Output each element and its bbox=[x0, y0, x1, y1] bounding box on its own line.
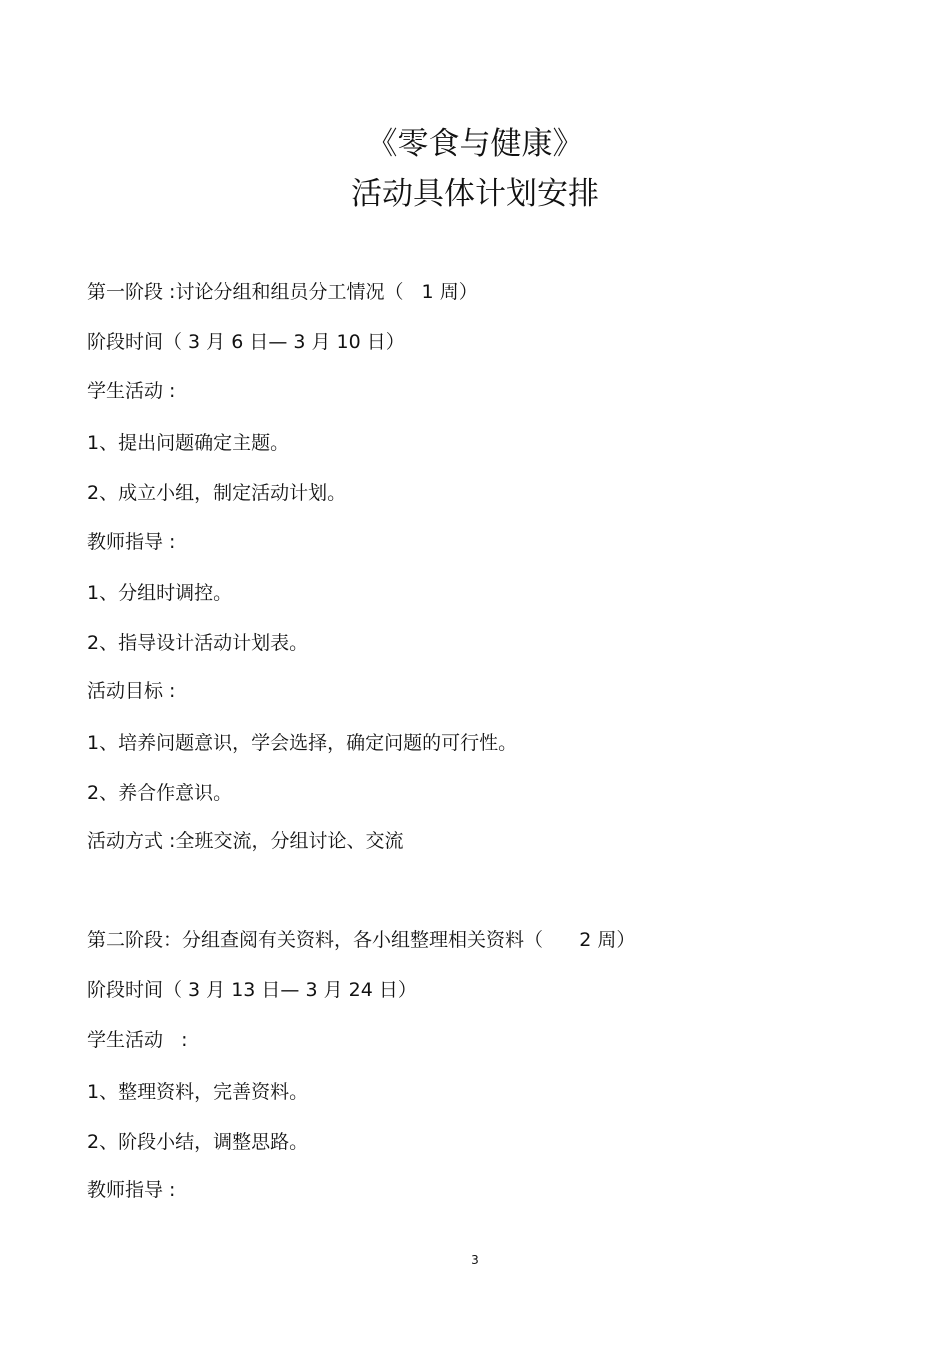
stage-1-teacher-guidance-label: 教师指导 : bbox=[87, 531, 176, 553]
stage-1-student-activity-item-1: 1、提出问题确定主题。 bbox=[87, 432, 290, 454]
stage-1-teacher-guidance-item-1: 1、分组时调控。 bbox=[87, 582, 233, 604]
stage-1-goal-label: 活动目标 : bbox=[87, 680, 176, 702]
stage-2-time: 阶段时间（ 3 月 13 日— 3 月 24 日） bbox=[87, 979, 417, 1001]
stage-1-goal-item-1: 1、培养问题意识，学会选择，确定问题的可行性。 bbox=[87, 732, 518, 754]
stage-1-activity-method: 活动方式 :全班交流，分组讨论、交流 bbox=[87, 830, 404, 852]
stage-2-student-activity-item-1: 1、整理资料，完善资料。 bbox=[87, 1081, 309, 1103]
stage-2-heading: 第二阶段：分组查阅有关资料，各小组整理相关资料（ 2 周） bbox=[87, 929, 636, 951]
stage-2-teacher-guidance-label: 教师指导 : bbox=[87, 1179, 176, 1201]
stage-1-student-activity-item-2: 2、成立小组，制定活动计划。 bbox=[87, 482, 347, 504]
stage-1-time: 阶段时间（ 3 月 6 日— 3 月 10 日） bbox=[87, 331, 405, 353]
page-number: 3 bbox=[471, 1253, 479, 1267]
stage-1-teacher-guidance-item-2: 2、指导设计活动计划表。 bbox=[87, 632, 309, 654]
stage-1-student-activity-label: 学生活动 : bbox=[87, 380, 176, 402]
stage-1-goal-item-2: 2、养合作意识。 bbox=[87, 782, 233, 804]
stage-2-student-activity-label: 学生活动 : bbox=[87, 1029, 188, 1051]
stage-2-student-activity-item-2: 2、阶段小结，调整思路。 bbox=[87, 1131, 309, 1153]
document-subtitle: 活动具体计划安排 bbox=[351, 176, 599, 212]
document-title: 《零食与健康》 bbox=[366, 126, 584, 162]
stage-1-heading: 第一阶段 :讨论分组和组员分工情况（ 1 周） bbox=[87, 281, 478, 303]
